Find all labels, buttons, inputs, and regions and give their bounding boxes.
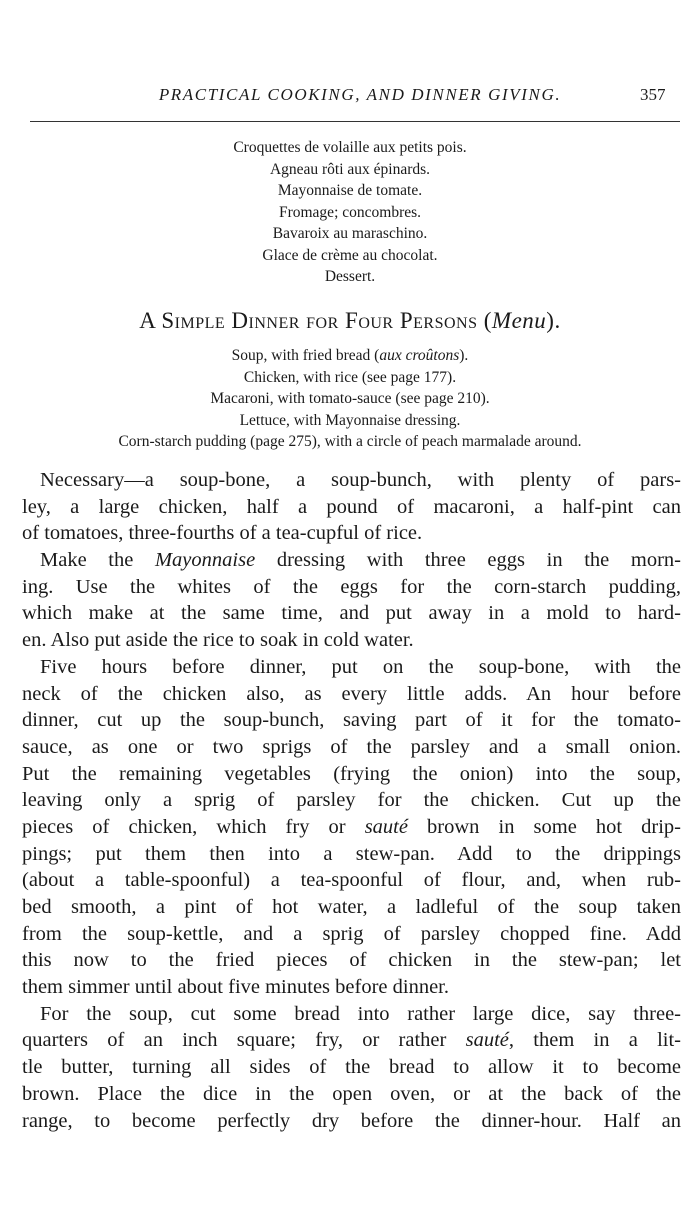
text-run: Mayonnaise: [154, 549, 256, 572]
menu-item: Dessert.: [324, 268, 376, 285]
text-line: [22, 681, 681, 708]
text-line: [22, 654, 681, 681]
menu-item: [0, 345, 700, 367]
text-line: [22, 841, 681, 868]
menu-item: [0, 388, 700, 410]
text-run: ing. Use the whites of the eggs for the corn-starch pudding,: [22, 575, 681, 598]
french-menu: [0, 137, 700, 288]
menu-item: Glace de crème au chocolat.: [262, 246, 438, 264]
text-run: For the soup, cut some bread into rather large dice, say three-: [40, 1002, 681, 1025]
title-part: Menu: [491, 308, 547, 333]
text-run: aux croûtons: [379, 347, 460, 364]
text-line: [22, 894, 681, 921]
text-run: ley, a large chicken, half a pound of macaroni, a half-pint can: [22, 495, 681, 518]
menu-item: Mayonnaise de tomate.: [277, 182, 423, 199]
text-run: leaving only a sprig of parsley for the chicken. Cut up the: [22, 789, 681, 812]
text-line: [22, 1027, 681, 1054]
menu-item: Agneau rôti aux épinards.: [269, 160, 431, 178]
text-run: from the soup-kettle, and a sprig of parsley chopped fine. Add: [22, 922, 681, 945]
title-part: Simple Dinner for Four Persons: [161, 308, 478, 333]
text-line: [22, 1108, 681, 1135]
text-run: dinner, cut up the soup-bunch, saving part of it for the tomato-: [22, 709, 681, 732]
text-run: pings; put them then into a stew-pan. Add to the drippings: [22, 842, 681, 865]
text-line: [22, 947, 681, 974]
text-line: [22, 867, 681, 894]
menu-item: [0, 367, 700, 389]
text-line: [22, 761, 681, 788]
text-run: sauce, as one or two sprigs of the parsley and a small onion.: [22, 735, 681, 758]
text-line: [22, 467, 681, 494]
text-run: sauté: [364, 815, 408, 838]
text-line: [22, 627, 681, 654]
title-part: (: [477, 308, 492, 333]
text-run: Soup, with fried bread (: [231, 347, 380, 364]
text-line: [22, 974, 681, 1001]
text-run: brown in some hot drip-: [407, 815, 681, 838]
menu-item: [0, 431, 700, 453]
body-text: [22, 467, 681, 1134]
text-line: [22, 1081, 681, 1108]
text-run: of tomatoes, three-fourths of a tea-cupful of rice.: [22, 522, 423, 545]
title-part: ).: [546, 308, 561, 333]
running-title: PRACTICAL COOKING, AND DINNER GIVING.: [158, 85, 562, 104]
text-run: which make at the same time, and put away in a mold to hard-: [22, 602, 681, 625]
text-run: this now to the fried pieces of chicken in the stew-pan; let: [22, 949, 681, 972]
text-line: [22, 1001, 681, 1028]
text-run: bed smooth, a pint of hot water, a ladleful of the soup taken: [22, 896, 681, 918]
text-run: brown. Place the dice in the open oven, or at the back of the: [22, 1082, 681, 1105]
page-number: 357: [640, 85, 666, 104]
text-line: [22, 574, 681, 601]
text-line: [22, 547, 681, 574]
menu-item: Croquettes de volaille aux petits pois.: [233, 139, 467, 156]
text-line: [22, 707, 681, 734]
text-line: [22, 520, 681, 547]
text-run: Corn-starch pudding (page 275), with a circle of peach marmalade around.: [118, 433, 582, 450]
menu-item: Bavaroix au maraschino.: [272, 225, 428, 242]
text-run: dressing with three eggs in the morn-: [255, 549, 681, 572]
text-run: (about a table-spoonful) a tea-spoonful of flour, and, when rub-: [22, 869, 681, 892]
text-run: en. Also put aside the rice to soak in cold water.: [22, 629, 414, 652]
menu-item: [0, 410, 700, 432]
text-line: [22, 734, 681, 761]
text-run: Lettuce, with Mayonnaise dressing.: [239, 411, 461, 429]
title-part: A: [139, 308, 162, 333]
text-run: sauté: [465, 1029, 509, 1052]
text-line: [22, 787, 681, 814]
text-run: ).: [459, 347, 469, 364]
running-header: [0, 82, 700, 106]
text-run: them simmer until about five minutes before dinner.: [22, 976, 449, 999]
simple-dinner-menu: [0, 345, 700, 453]
text-line: [22, 814, 681, 841]
text-run: quarters of an inch square; fry, or rather: [22, 1029, 466, 1052]
text-run: , them in a lit-: [508, 1029, 681, 1052]
text-run: pieces of chicken, which fry or: [22, 815, 365, 838]
text-run: tle butter, turning all sides of the bread to allow it to become: [22, 1056, 681, 1079]
section-title: [0, 308, 700, 334]
text-run: neck of the chicken also, as every little adds. An hour before: [22, 682, 681, 705]
text-run: Chicken, with rice (see page 177).: [243, 368, 457, 386]
text-line: [22, 494, 681, 521]
text-run: Put the remaining vegetables (frying the onion) into the soup,: [22, 762, 681, 785]
header-rule: [30, 121, 680, 122]
text-run: range, to become perfectly dry before the dinner-hour. Half an: [22, 1109, 681, 1132]
text-run: Make the: [40, 549, 155, 572]
text-line: [22, 600, 681, 627]
text-line: [22, 1054, 681, 1081]
text-run: Macaroni, with tomato-sauce (see page 210).: [210, 390, 490, 407]
text-run: Necessary—a soup-bone, a soup-bunch, with plenty of pars-: [40, 469, 681, 491]
menu-item: Fromage; concombres.: [278, 203, 422, 221]
text-line: [22, 921, 681, 948]
text-run: Five hours before dinner, put on the soup-bone, with the: [40, 655, 681, 678]
